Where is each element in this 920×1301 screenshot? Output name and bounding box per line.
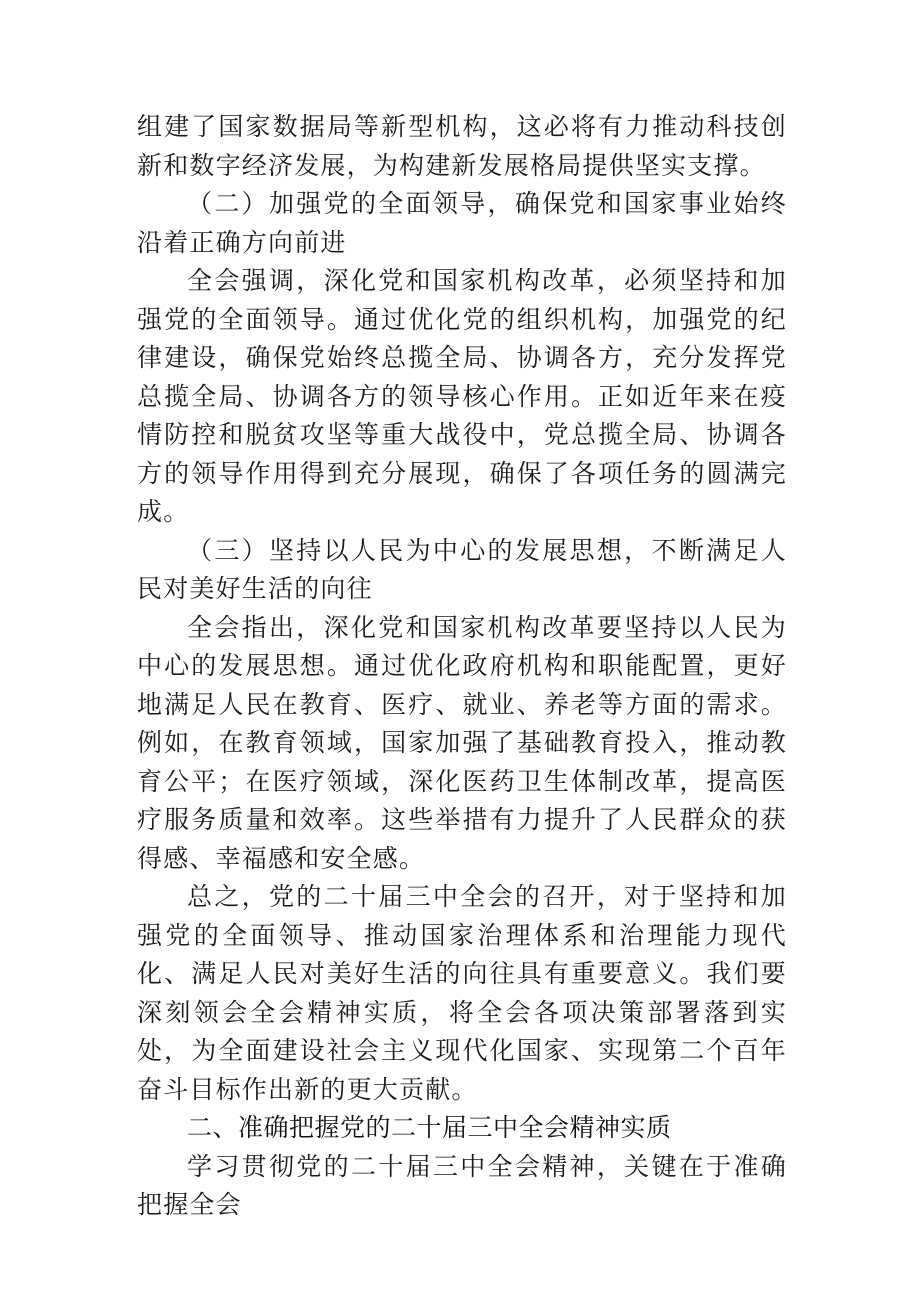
section-heading-two: 二、准确把握党的二十届三中全会精神实质 bbox=[187, 1113, 672, 1142]
paragraph-people-centered: 全会指出，深化党和国家机构改革要坚持以人民为中心的发展思想。通过优化政府机构和职能配置，更好地满足人民在教育、医疗、就业、养老等方面的需求。例如，在教育领域，国家加强了基础教育投入，推动教育公平；在医疗领域，深化医药卫生体制改革，提高医疗服务质量和效率。这些举措有力提升了人民群众的获得感、幸福感和安全感。 bbox=[137, 612, 787, 873]
paragraph-section-two-start: 学习贯彻党的二十届三中全会精神，关键在于准确把握全会 bbox=[137, 1151, 787, 1219]
subheading-three: （三）坚持以人民为中心的发展思想，不断满足人民对美好生活的向往 bbox=[137, 535, 787, 603]
subheading-two: （二）加强党的全面领导，确保党和国家事业始终沿着正确方向前进 bbox=[137, 189, 787, 257]
paragraph-party-leadership: 全会强调，深化党和国家机构改革，必须坚持和加强党的全面领导。通过优化党的组织机构，加强党的纪律建设，确保党始终总揽全局、协调各方，充分发挥党总揽全局、协调各方的领导核心作用。正如近年来在疫情防控和脱贫攻坚等重大战役中，党总揽全局、协调各方的领导作用得到充分展现，确保了各项任务的圆满完成。 bbox=[137, 266, 787, 526]
paragraph-continuation: 组建了国家数据局等新型机构，这必将有力推动科技创新和数字经济发展，为构建新发展格局提供坚实支撑。 bbox=[137, 112, 787, 180]
document-body bbox=[137, 108, 787, 1225]
paragraph-conclusion: 总之，党的二十届三中全会的召开，对于坚持和加强党的全面领导、推动国家治理体系和治理能力现代化、满足人民对美好生活的向往具有重要意义。我们要深刻领会全会精神实质，将全会各项决策部署落到实处，为全面建设社会主义现代化国家、实现第二个百年奋斗目标作出新的更大贡献。 bbox=[137, 882, 787, 1104]
